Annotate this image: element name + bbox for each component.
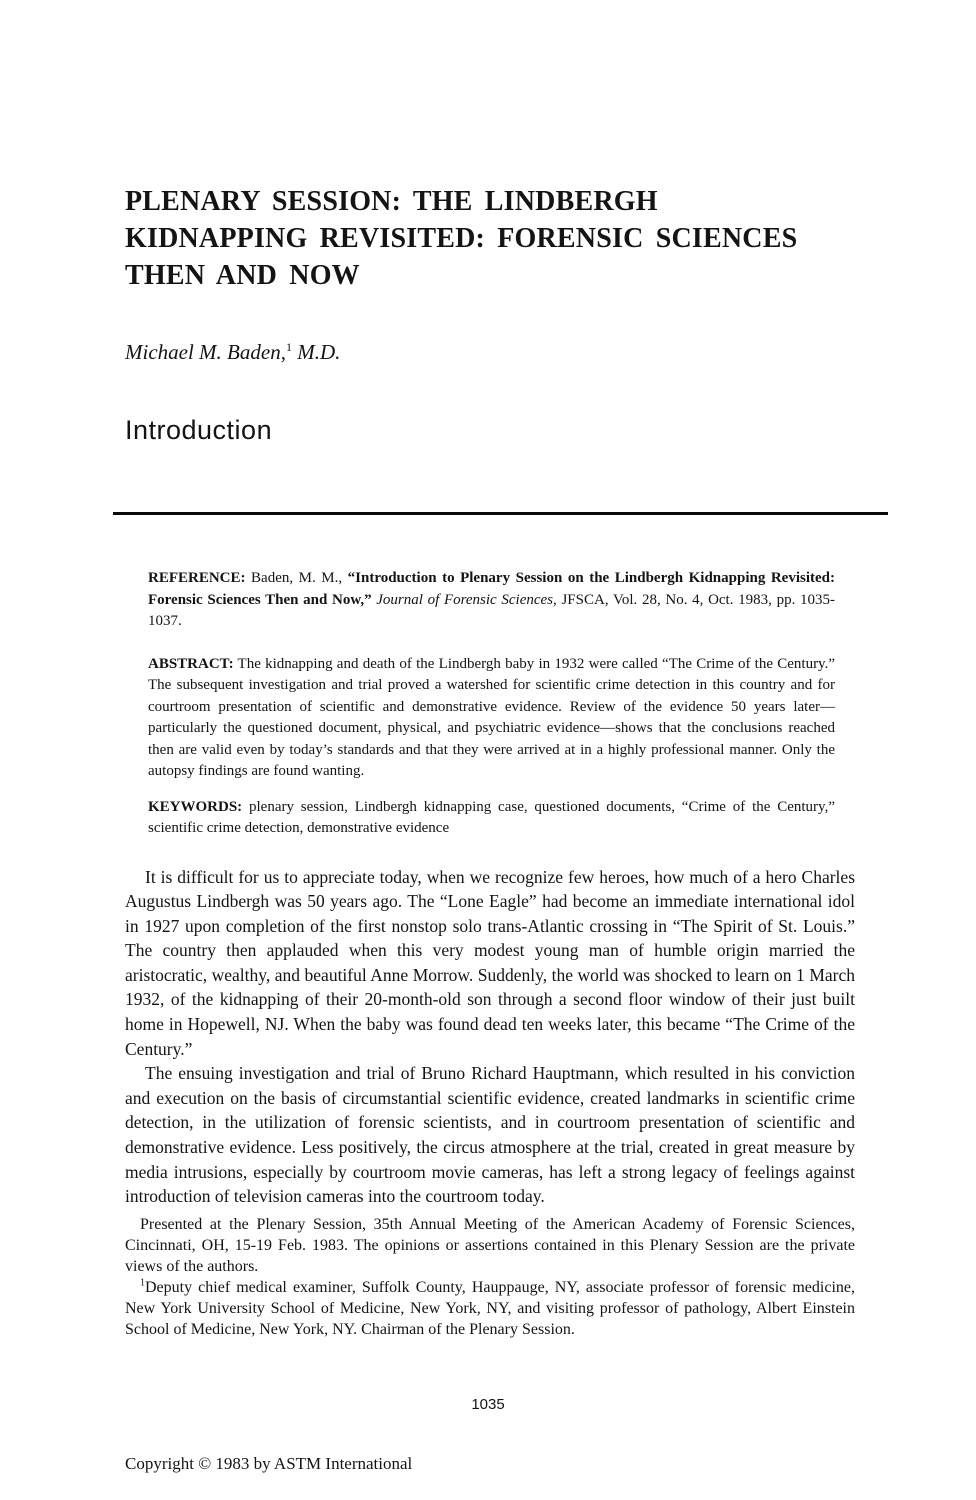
article-title-line: THEN AND NOW bbox=[125, 260, 360, 291]
footnote-affiliation-text: Deputy chief medical examiner, Suffolk County, Hauppauge, NY, associate professor of forensic medicine, New York University School of Medicine, New York, NY, and visiting professor of pathology, Albert Einstein School of Medicine, New York, NY. Chairman of the Plenary Session. bbox=[125, 1278, 855, 1338]
abstract-block bbox=[148, 654, 835, 783]
reference-block bbox=[148, 568, 835, 633]
article-title bbox=[125, 183, 855, 294]
keywords-label: KEYWORDS: bbox=[148, 798, 243, 815]
article-title-line: KIDNAPPING REVISITED: FORENSIC SCIENCES bbox=[125, 223, 798, 254]
reference-citation-tail: , JFSCA, Vol. 28, No. 4, Oct. 1983, pp. 1035-1037. bbox=[148, 591, 836, 629]
abstract-label: ABSTRACT: bbox=[148, 655, 234, 672]
keywords-text: plenary session, Lindbergh kidnapping case, questioned documents, “Crime of the Century,” scientific crime detection, demonstrative evidence bbox=[148, 798, 835, 836]
author-name: Michael M. Baden, bbox=[125, 340, 286, 364]
author-degree: M.D. bbox=[291, 340, 341, 364]
keywords-block bbox=[148, 797, 835, 840]
abstract-text: The kidnapping and death of the Lindbergh baby in 1932 were called “The Crime of the Century.” The subsequent investigation and trial proved a watershed for scientific crime detection in this country and for courtroom presentation of scientific and demonstrative evidence. Review of the evidence 50 years later—particularly the questioned document, physical, and psychiatric evidence—shows that the conclusions reached then are valid even by today’s standards and that they were arrived at in a highly professional manner. Only the autopsy findings are found wanting. bbox=[148, 655, 835, 779]
footnote-presented: Presented at the Plenary Session, 35th Annual Meeting of the American Academy of Forensic Sciences, Cincinnati, OH, 15-19 Feb. 1983. The opinions or assertions contained in this Plenary Session are the private views of the authors. bbox=[125, 1215, 855, 1275]
author-footnote-marker: 1 bbox=[285, 340, 292, 354]
footnote-affiliation-marker: 1 bbox=[140, 1277, 145, 1289]
reference-citation-start: Baden, M. M., bbox=[245, 570, 348, 586]
reference-journal-name: Journal of Forensic Sciences bbox=[376, 591, 554, 608]
footnotes-section bbox=[125, 1214, 855, 1340]
author-line bbox=[125, 340, 855, 365]
page-number: 1035 bbox=[471, 1396, 505, 1413]
article-body bbox=[125, 865, 855, 1209]
article-title-line: PLENARY SESSION: THE LINDBERGH bbox=[125, 186, 658, 217]
section-heading-introduction: Introduction bbox=[125, 415, 273, 445]
body-paragraph: It is difficult for us to appreciate today, when we recognize few heroes, how much of a hero Charles Augustus Lindbergh was 50 years ago. The “Lone Eagle” had become an immediate international idol in 1927 upon completion of the first nonstop solo trans-Atlantic crossing in “The Spirit of St. Louis.” The country then applauded when this very modest young man of humble origin married the aristocratic, wealthy, and beautiful Anne Morrow. Suddenly, the world was shocked to learn on 1 March 1932, of the kidnapping of their 20-month-old son through a second floor window of their just built home in Hopewell, NJ. When the baby was found dead ten weeks later, this became “The Crime of the Century.” bbox=[125, 866, 855, 1059]
reference-label: REFERENCE: bbox=[148, 570, 246, 586]
footnote-affiliation bbox=[125, 1277, 855, 1340]
reference-citation-title: “Introduction to Plenary Session on the Lindbergh Kidnapping Revisited: Forensic Sciences Then and Now,” bbox=[148, 570, 836, 608]
body-paragraph: The ensuing investigation and trial of Bruno Richard Hauptmann, which resulted in his conviction and execution on the basis of circumstantial scientific evidence, created landmarks in scientific crime detection, in the utilization of forensic scientists, and in courtroom presentation of scientific and demonstrative evidence. Less positively, the circus atmosphere at the trial, created in great measure by media intrusions, especially by courtroom movie cameras, has left a strong legacy of feelings against introduction of television cameras into the courtroom today. bbox=[125, 1063, 855, 1207]
copyright-notice: Copyright © 1983 by ASTM International bbox=[125, 1454, 413, 1473]
divider-rule bbox=[113, 512, 888, 515]
article-metadata bbox=[148, 568, 835, 840]
